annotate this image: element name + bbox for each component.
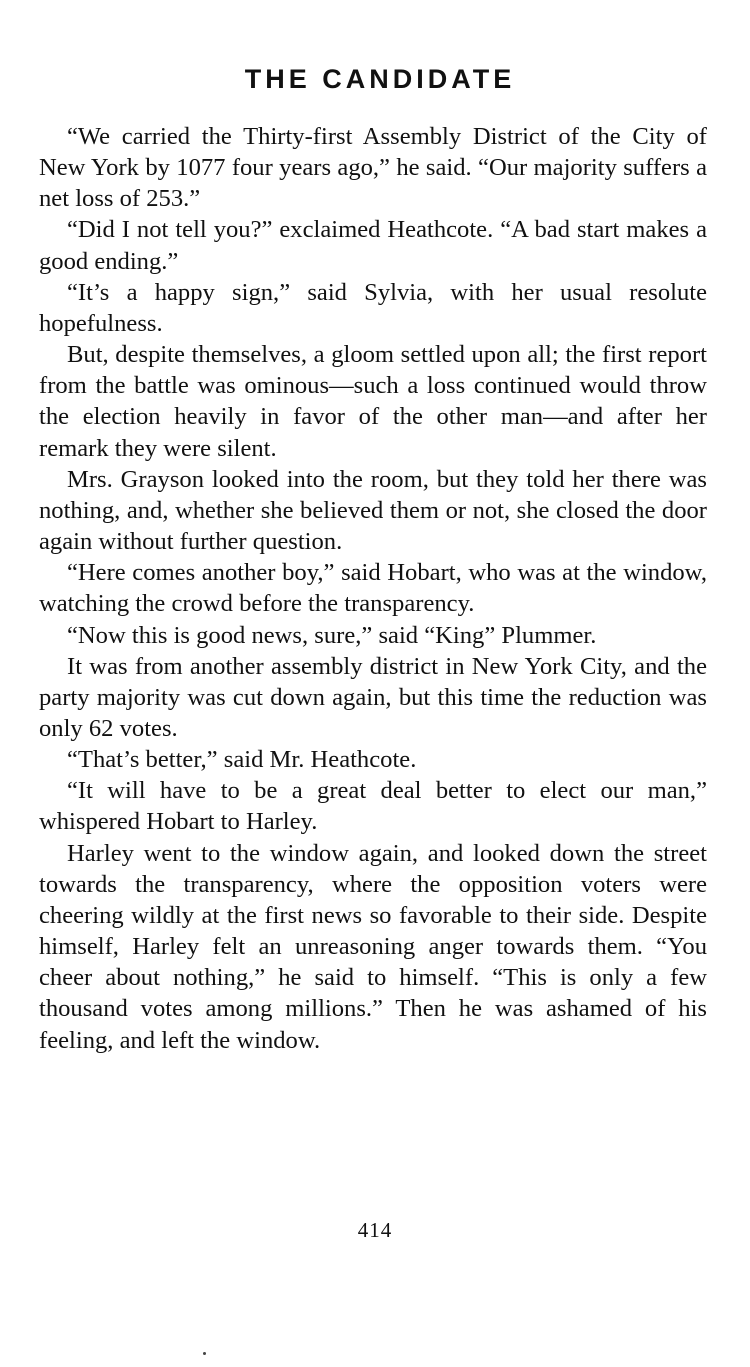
running-head: THE CANDIDATE	[244, 64, 516, 94]
paragraph: “Here comes another boy,” said Hobart, who was at the window, watching the crowd before the transparency.	[39, 559, 707, 618]
page-number: 414	[357, 1218, 393, 1242]
print-speck	[203, 1352, 206, 1355]
paragraph: “That’s better,” said Mr. Heathcote.	[67, 746, 417, 774]
paragraph: “We carried the Thirty-first Assembly District of the City of New York by 1077 four years ago,” he said. “Our majority suffers a net loss of 253.”	[39, 123, 707, 213]
paragraph: Harley went to the window again, and looked down the street towards the transparency, where the opposition voters were cheering wildly at the first news so favorable to their side. Despite himself, Harley felt an unreasoning anger towards them. “You cheer about nothing,” he said to himself. “This is only a few thousand votes among millions.” Then he was ashamed of his feeling, and left the window.	[39, 839, 707, 1054]
body-text	[39, 121, 707, 1056]
paragraph: “It will have to be a great deal better to elect our man,” whispered Hobart to Harley.	[39, 777, 707, 836]
paragraph: “It’s a happy sign,” said Sylvia, with her usual resolute hopefulness.	[39, 278, 707, 337]
paragraph: “Did I not tell you?” exclaimed Heathcote. “A bad start makes a good ending.”	[39, 216, 707, 275]
paragraph: But, despite themselves, a gloom settled upon all; the first report from the battle was ominous—such a loss continued would throw the election heavily in favor of the other man—and after her remark they were silent.	[39, 341, 707, 462]
paragraph: Mrs. Grayson looked into the room, but they told her there was nothing, and, whether she believed them or not, she closed the door again without further question.	[39, 465, 707, 556]
paragraph: “Now this is good news, sure,” said “King” Plummer.	[67, 621, 597, 649]
paragraph: It was from another assembly district in New York City, and the party majority was cut down again, but this time the reduction was only 62 votes.	[39, 652, 707, 742]
